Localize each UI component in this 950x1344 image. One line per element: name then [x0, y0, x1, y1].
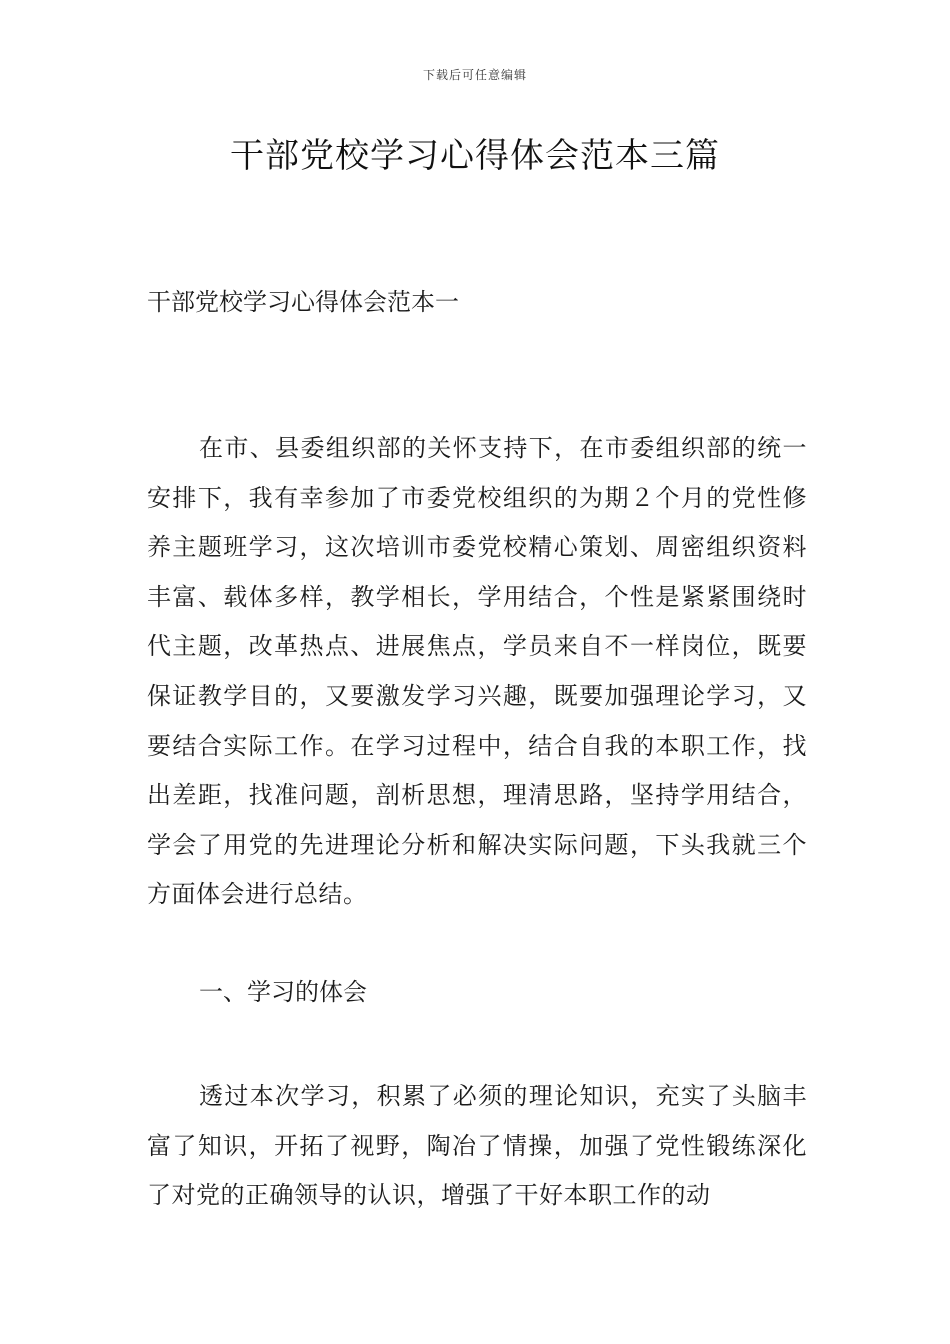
document-title: 干部党校学习心得体会范本三篇: [230, 136, 720, 176]
header-note: 下载后可任意编辑: [422, 68, 527, 82]
body-paragraph-1: 在市、县委组织部的关怀支持下，在市委组织部的统一安排下，我有幸参加了市委党校组织的为期２个月的党性修养主题班学习，这次培训市委党校精心策划、周密组织资料丰富、载体多样，教学相长，学用结合，个性是紧紧围绕时代主题，改革热点、进展焦点，学员来自不一样岗位，既要保证教学目的，又要激发学习兴趣，既要加强理论学习，又要结合实际工作。在学习过程中，结合自我的本职工作，找出差距，找准问题，剖析思想，理清思路，坚持学用结合，学会了用党的先进理论分析和解决实际问题，下头我就三个方面体会进行总结。: [147, 434, 807, 909]
body-paragraph-2: 透过本次学习，积累了必须的理论知识，充实了头脑丰富了知识，开拓了视野，陶冶了情操，加强了党性锻练深化了对党的正确领导的认识，增强了干好本职工作的动: [147, 1082, 807, 1210]
section-title: 干部党校学习心得体会范本一: [147, 288, 459, 316]
subheading-learning-experience: 一、学习的体会: [199, 978, 367, 1006]
